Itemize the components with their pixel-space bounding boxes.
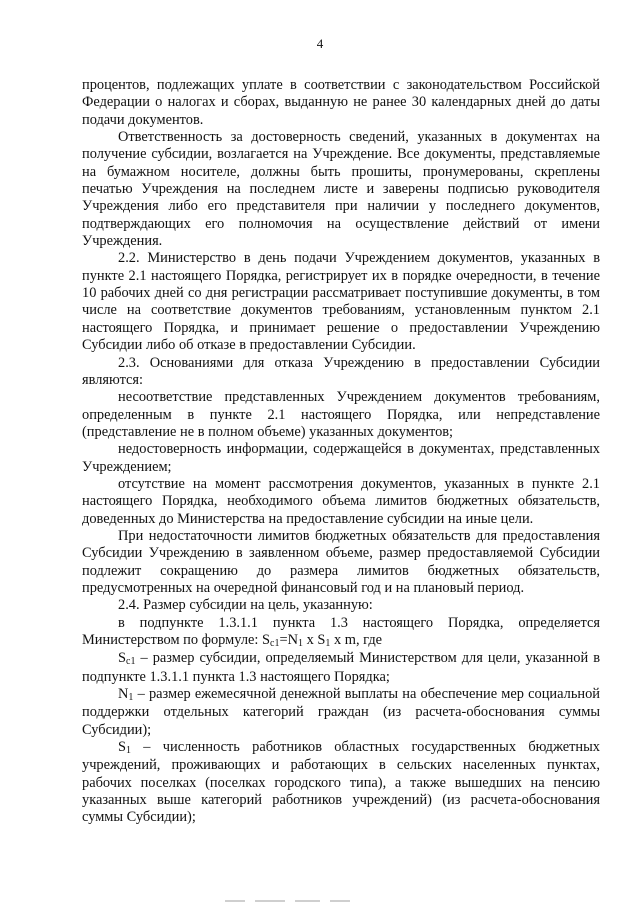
page-number: 4 (316, 36, 324, 51)
definition-n1: $N_1$ – размер ежемесячной денежной выплаты на обеспечение мер социальной поддержки отдельных категорий граждан (из расчета-обоснования суммы Субсидии); (82, 686, 600, 738)
refusal-ground-1: несоответствие представленных Учреждением документов требованиям, определенным в пункте 2.1 настоящего Порядка, или непредставление (представление не в полном объеме) указанных документов; (82, 389, 600, 440)
paragraph-responsibility: Ответственность за достоверность сведений, указанных в документах на получение субсидии, возлагается на Учреждение. Все документы, представляемые на бумажном носителе, должны быть прошиты, пронумерованы, скреплены печатью Учреждения на последнем листе и заверены подписью руководителя Учреждения либо его представителя при наличии у последнего документов, подтверждающих его полномочия на осуществление действий от имени Учреждения. (82, 129, 600, 250)
formula-intro: в подпункте 1.3.1.1 пункта 1.3 настоящего Порядка, определяется Министерством по формуле: (82, 614, 600, 648)
document-body (82, 77, 600, 827)
footer-scan-artifact (225, 897, 370, 903)
paragraph-insufficient-limits: При недостаточности лимитов бюджетных обязательств для предоставления Субсидии Учреждению в заявленном объеме, размер предоставляемой Субсидии подлежит сокращению до размера лимитов бюджетных обязательств, предусмотренных на очередной финансовый год и на плановый период. (82, 527, 600, 596)
definition-sc1: $S_{c1}$ – размер субсидии, определяемый Министерством для цели, указанной в подпункте 1.3.1.1 пункта 1.3 настоящего Порядка; (82, 650, 600, 685)
paragraph-2-3: 2.3. Основаниями для отказа Учреждению в предоставлении Субсидии являются: (82, 354, 600, 388)
definition-s1: $S_1$ – численность работников областных государственных бюджетных учреждений, проживающих и работающих в сельских населенных пунктах, рабочих поселках (поселках городского типа), а также вышедших на пенсию указанных выше категорий работников учреждений) (из расчета-обоснования суммы Субсидии); (82, 739, 600, 826)
paragraph-formula (82, 615, 600, 651)
paragraph-2-4: 2.4. Размер субсидии на цель, указанную: (118, 597, 373, 614)
paragraph-2-2: 2.2. Министерство в день подачи Учреждением документов, указанных в пункте 2.1 настоящего Порядка, регистрирует их в порядке очередности, в течение 10 рабочих дней со дня регистрации рассматривает поступившие документы, в том числе на соответствие документов требованиям, установленным пунктом 2.1 настоящего Порядка, и принимает решение о предоставлении Учреждению Субсидии либо об отказе в предоставлении Субсидии. (82, 250, 600, 354)
refusal-ground-3: отсутствие на момент рассмотрения документов, указанных в пункте 2.1 настоящего Порядка, необходимого объема лимитов бюджетных обязательств, доведенных до Министерства на предоставление субсидии на иные цели. (82, 475, 600, 527)
paragraph-taxes-continuation: процентов, подлежащих уплате в соответствии с законодательством Российской Федерации о налогах и сборах, выданную не ранее 30 календарных дней до даты подачи документов. (82, 77, 600, 128)
formula: $S_{c1}=N_1$ x $S_1$ x m, где (261, 632, 383, 649)
refusal-ground-2: недостоверность информации, содержащейся в документах, представленных Учреждением; (82, 441, 600, 475)
